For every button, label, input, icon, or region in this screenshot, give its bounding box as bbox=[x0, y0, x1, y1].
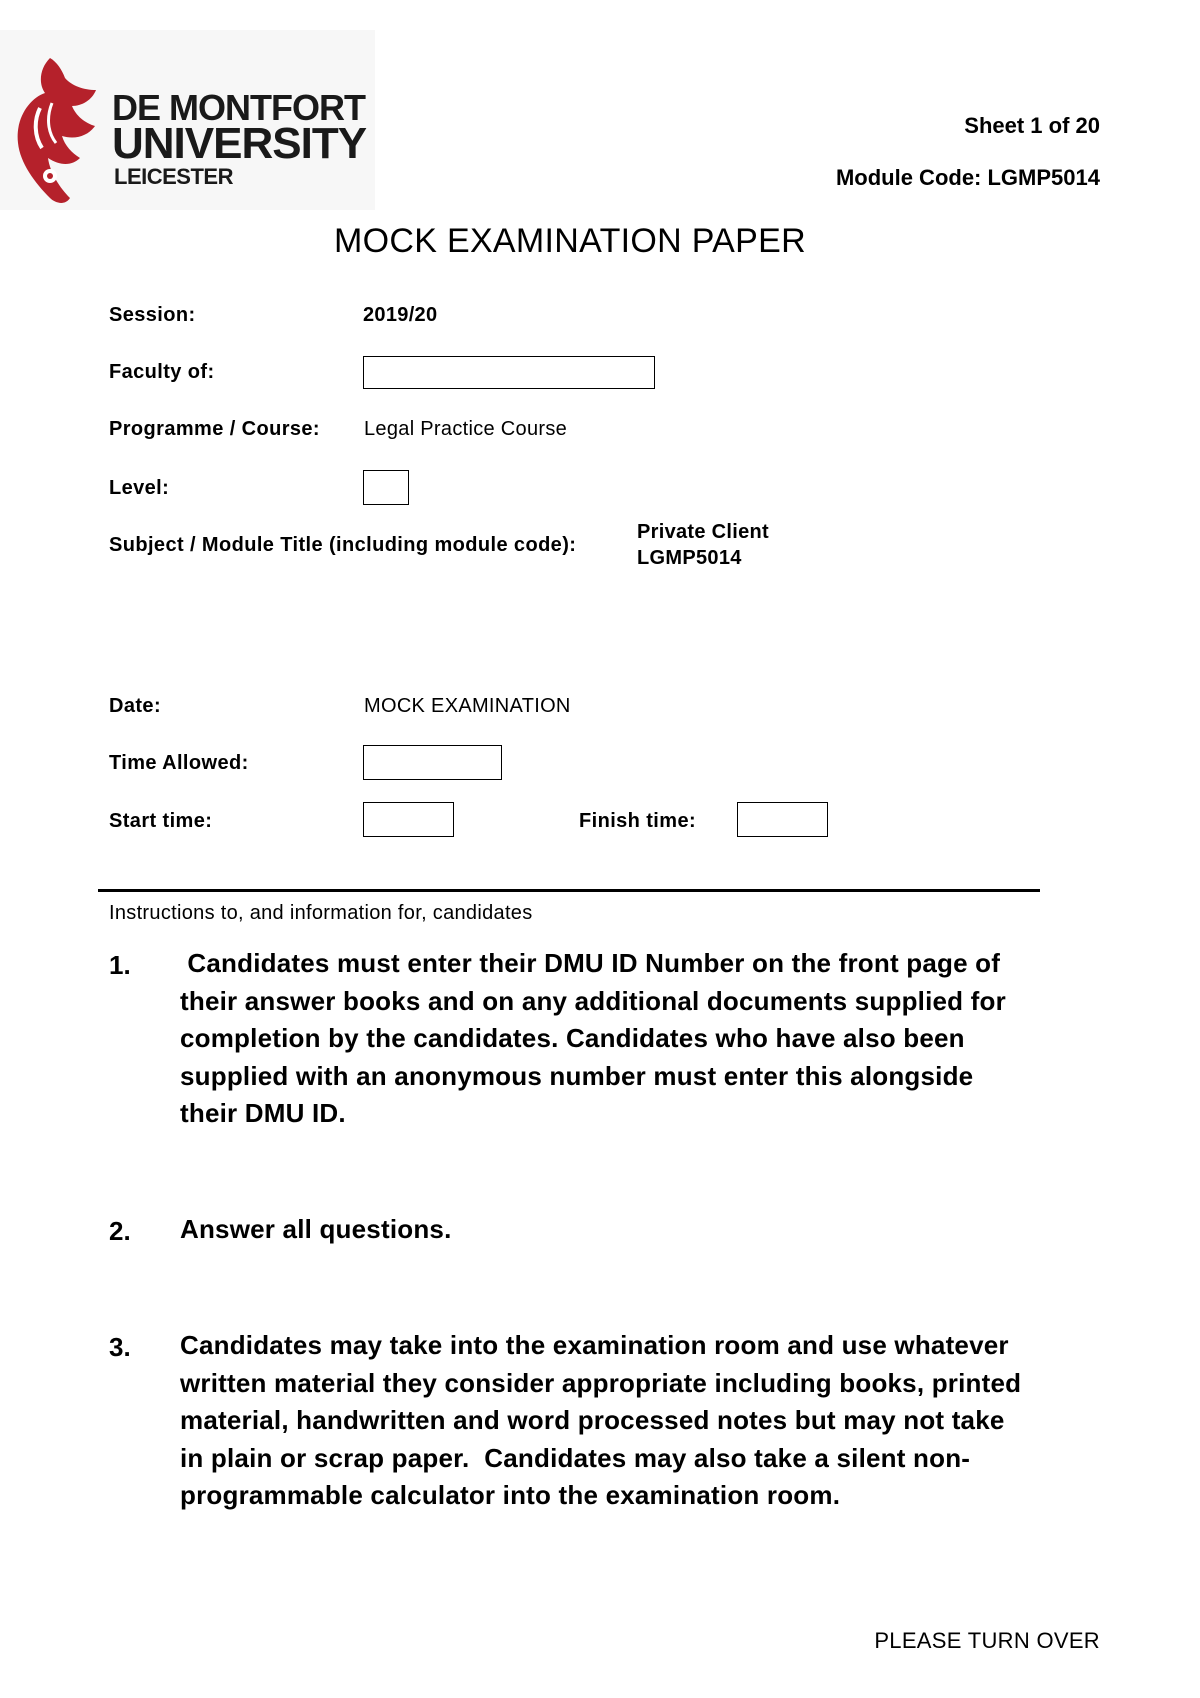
instruction-line: completion by the candidates. Candidates who have also been bbox=[180, 1023, 965, 1053]
programme-label: Programme / Course: bbox=[109, 418, 320, 440]
date-value: MOCK EXAMINATION bbox=[364, 695, 571, 717]
time-allowed-field[interactable] bbox=[363, 745, 502, 780]
logo-text-line1: DE MONTFORT bbox=[112, 87, 365, 128]
page-title: MOCK EXAMINATION PAPER bbox=[334, 222, 806, 260]
level-label: Level: bbox=[109, 477, 170, 499]
instruction-line: Candidates must enter their DMU ID Number on the front page of bbox=[180, 948, 1001, 978]
instruction-line: Candidates may take into the examination room and use whatever bbox=[180, 1330, 1009, 1360]
sheet-number: Sheet 1 of 20 bbox=[964, 113, 1100, 138]
module-code: Module Code: LGMP5014 bbox=[835, 165, 1100, 190]
start-time-label: Start time: bbox=[109, 810, 213, 832]
instruction-item bbox=[180, 1327, 1021, 1515]
subject-value-code: LGMP5014 bbox=[637, 547, 742, 569]
level-field[interactable] bbox=[363, 470, 409, 505]
instruction-item bbox=[180, 1211, 452, 1249]
instruction-line: material, handwritten and word processed notes but may not take bbox=[180, 1405, 1005, 1435]
instruction-line: their DMU ID. bbox=[180, 1098, 346, 1128]
time-allowed-label: Time Allowed: bbox=[109, 752, 249, 774]
logo-text-line2: UNIVERSITY bbox=[112, 119, 367, 168]
lion-crest-icon bbox=[10, 48, 110, 208]
instruction-line: written material they consider appropriate including books, printed bbox=[180, 1367, 1022, 1398]
finish-time-label: Finish time: bbox=[579, 810, 697, 832]
instruction-item bbox=[180, 945, 1006, 1133]
instruction-line: their answer books and on any additional documents supplied for bbox=[180, 985, 1006, 1016]
instructions-heading: Instructions to, and information for, candidates bbox=[109, 902, 533, 924]
start-time-field[interactable] bbox=[363, 802, 454, 837]
subject-value-title: Private Client bbox=[637, 521, 770, 543]
instruction-number: 2. bbox=[109, 1216, 131, 1246]
university-logo bbox=[0, 30, 375, 210]
subject-label: Subject / Module Title (including module code): bbox=[109, 534, 577, 556]
please-turn-over: PLEASE TURN OVER bbox=[874, 1628, 1100, 1653]
instruction-line: in plain or scrap paper. Candidates may also take a silent non- bbox=[180, 1442, 971, 1473]
instruction-number: 1. bbox=[109, 950, 131, 980]
faculty-field[interactable] bbox=[363, 356, 655, 389]
date-label: Date: bbox=[109, 695, 162, 717]
session-label: Session: bbox=[109, 304, 196, 326]
instruction-line: programmable calculator into the examination room. bbox=[180, 1480, 841, 1510]
finish-time-field[interactable] bbox=[737, 802, 828, 837]
instruction-line: Answer all questions. bbox=[180, 1214, 452, 1244]
instruction-number: 3. bbox=[109, 1332, 131, 1362]
instruction-line: supplied with an anonymous number must enter this alongside bbox=[180, 1060, 974, 1091]
logo-text-line3: LEICESTER bbox=[114, 164, 233, 189]
session-value: 2019/20 bbox=[363, 304, 438, 326]
faculty-label: Faculty of: bbox=[109, 361, 215, 383]
programme-value: Legal Practice Course bbox=[364, 418, 568, 440]
divider bbox=[98, 889, 1040, 892]
